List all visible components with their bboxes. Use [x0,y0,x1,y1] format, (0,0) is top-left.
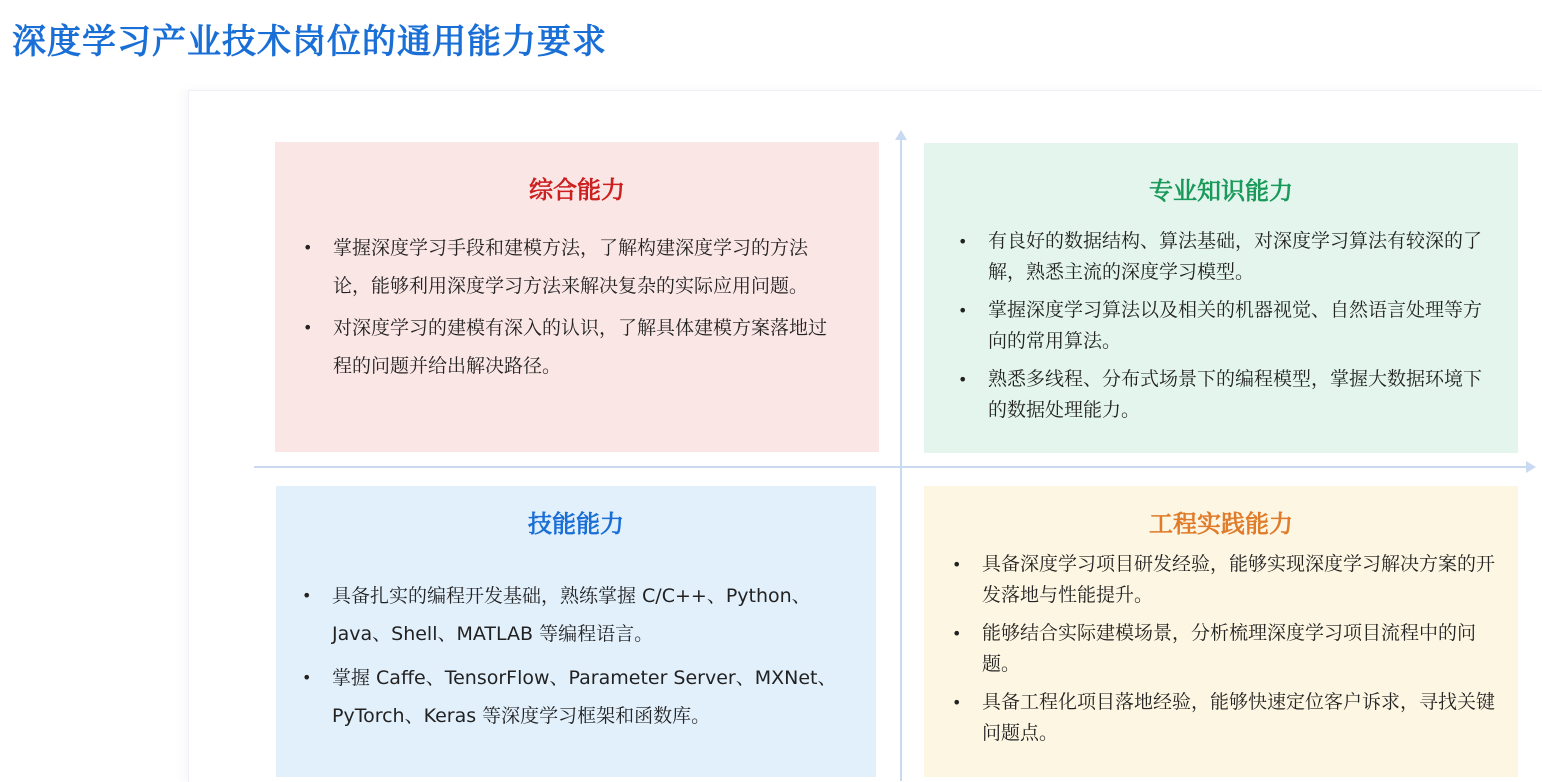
bullet-icon: • [958,370,968,389]
list-item-text: 掌握 Caffe、TensorFlow、Parameter Server、MXNet、PyTorch、Keras 等深度学习框架和函数库。 [332,667,837,727]
bullet-icon: • [952,555,962,574]
bullet-icon: • [302,668,312,687]
list-item [302,659,866,735]
page-title: 深度学习产业技术岗位的通用能力要求 [12,22,607,62]
list-item-text: 具备深度学习项目研发经验，能够实现深度学习解决方案的开发落地与性能提升。 [982,553,1496,606]
bullet-icon: • [958,301,968,320]
horizontal-axis [254,466,1528,468]
list-item-text: 能够结合实际建模场景，分析梳理深度学习项目流程中的问题。 [982,622,1477,675]
bullet-icon: • [303,238,313,257]
horizontal-axis-arrow-icon [1526,461,1536,473]
list-item-text: 有良好的数据结构、算法基础，对深度学习算法有较深的了解，熟悉主流的深度学习模型。 [988,230,1483,283]
quadrant-title: 综合能力 [529,176,625,204]
list-item-text: 掌握深度学习手段和建模方法，了解构建深度学习的方法论，能够利用深度学习方法来解决复杂的实际应用问题。 [333,237,809,297]
list-item [952,618,1498,680]
list-item [303,229,839,305]
list-item [952,687,1498,749]
quadrant-skills [276,486,876,777]
list-item [958,364,1488,426]
bullet-icon: • [303,318,313,337]
bullet-icon: • [958,232,968,251]
quadrant-title: 工程实践能力 [1149,510,1293,538]
list-item [958,226,1488,288]
bullet-icon: • [302,586,312,605]
list-item-text: 具备扎实的编程开发基础，熟练掌握 C/C++、Python、Java、Shell、MATLAB 等编程语言。 [332,585,811,645]
bullet-icon: • [952,693,962,712]
quadrant-engineering-practice [924,486,1518,777]
list-item [952,549,1498,611]
list-item [303,309,839,385]
list-item-text: 熟悉多线程、分布式场景下的编程模型，掌握大数据环境下的数据处理能力。 [988,368,1483,421]
list-item-text: 具备工程化项目落地经验，能够快速定位客户诉求，寻找关键问题点。 [982,691,1496,744]
bullet-list [924,549,1518,749]
list-item [302,577,866,653]
vertical-axis [900,138,902,781]
quadrant-title: 技能能力 [528,510,624,538]
list-item-text: 对深度学习的建模有深入的认识，了解具体建模方案落地过程的问题并给出解决路径。 [333,317,828,377]
quadrant-professional-knowledge [924,143,1518,453]
list-item-text: 掌握深度学习算法以及相关的机器视觉、自然语言处理等方向的常用算法。 [988,299,1483,352]
bullet-list [275,229,879,385]
bullet-list [276,577,876,735]
quadrant-general-ability [275,142,879,452]
bullet-icon: • [952,624,962,643]
list-item [958,295,1488,357]
quadrant-title: 专业知识能力 [1149,177,1293,205]
bullet-list [924,226,1518,426]
vertical-axis-arrow-icon [895,130,907,140]
